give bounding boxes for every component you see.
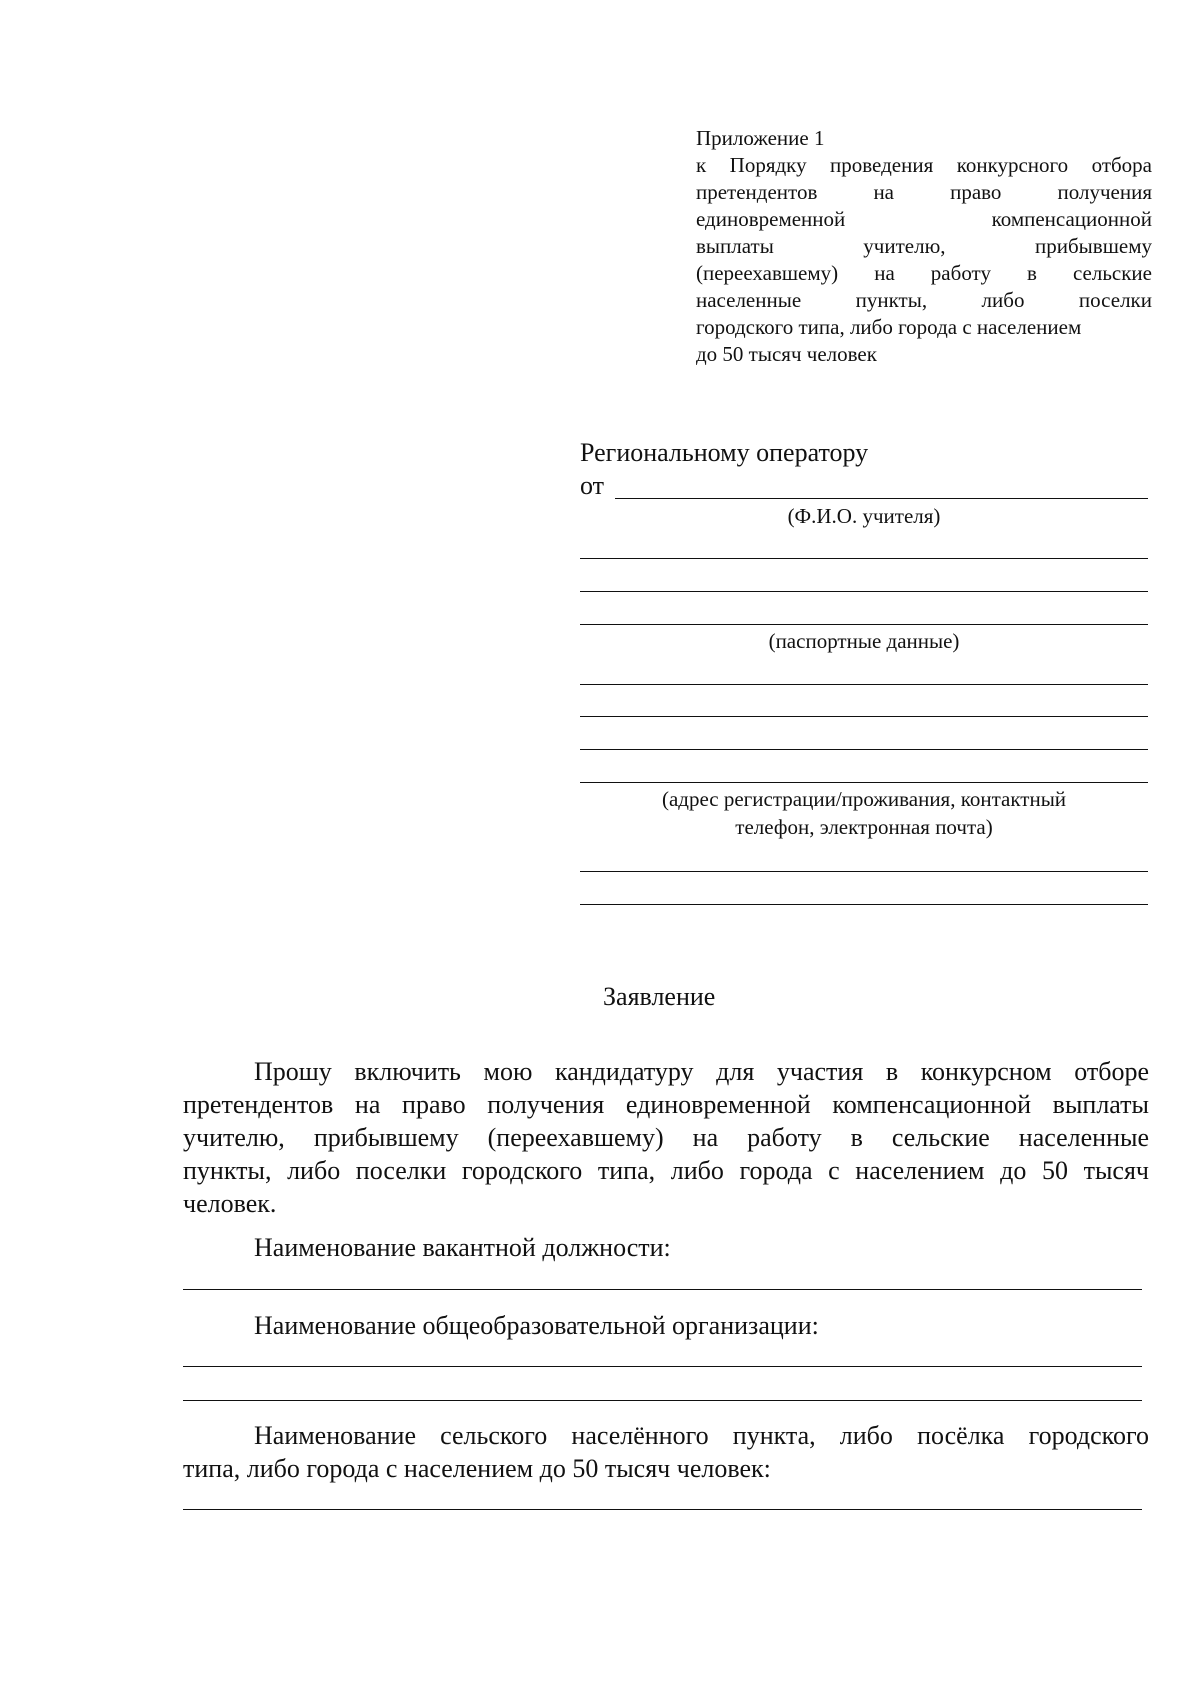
statement-body: [183, 1055, 1149, 1220]
appendix-line: единовременной компенсационной: [696, 207, 1152, 231]
settlement-field[interactable]: [183, 1509, 1142, 1510]
teacher-name-caption: (Ф.И.О. учителя): [787, 504, 941, 528]
settlement-label-line: Наименование сельского населённого пункта, либо посёлка городского: [254, 1421, 1149, 1450]
statement-title: Заявление: [603, 982, 716, 1011]
organization-field-line-1[interactable]: [183, 1366, 1142, 1367]
statement-body-line: учителю, прибывшему (переехавшему) на работу в сельские населенные: [183, 1123, 1149, 1152]
passport-caption: (паспортные данные): [768, 629, 960, 653]
appendix-line: (переехавшему) на работу в сельские: [696, 261, 1152, 285]
address-field-line-1[interactable]: [580, 684, 1148, 685]
appendix-line: выплаты учителю, прибывшему: [696, 234, 1152, 258]
appendix-line: к Порядку проведения конкурсного отбора: [696, 153, 1152, 177]
settlement-label: [183, 1419, 1149, 1485]
statement-body-line: пункты, либо поселки городского типа, либо города с населением до 50 тысяч: [183, 1156, 1149, 1185]
address-caption-line-1: (адрес регистрации/проживания, контактный: [661, 787, 1067, 811]
address-field-line-2[interactable]: [580, 716, 1148, 717]
statement-body-line: человек.: [183, 1189, 277, 1218]
appendix-block: [696, 125, 1152, 368]
statement-body-line: претендентов на право получения единовременной компенсационной выплаты: [183, 1090, 1149, 1119]
appendix-line: претендентов на право получения: [696, 180, 1152, 204]
addressee-title: Региональному оператору: [580, 438, 869, 467]
address-field-line-3[interactable]: [580, 749, 1148, 750]
vacancy-field[interactable]: [183, 1289, 1142, 1290]
appendix-line: населенные пункты, либо поселки: [696, 288, 1152, 312]
vacancy-label: Наименование вакантной должности:: [254, 1233, 671, 1262]
appendix-title: Приложение 1: [696, 126, 825, 150]
organization-label: Наименование общеобразовательной организации:: [254, 1311, 819, 1340]
passport-field-line-3[interactable]: [580, 624, 1148, 625]
contact-field-line-1[interactable]: [580, 871, 1148, 872]
teacher-name-field[interactable]: [615, 498, 1148, 499]
appendix-line: городского типа, либо города с населением: [696, 315, 1082, 339]
appendix-line: до 50 тысяч человек: [696, 342, 877, 366]
settlement-label-line: типа, либо города с населением до 50 тысяч человек:: [183, 1454, 771, 1483]
passport-field-line-1[interactable]: [580, 558, 1148, 559]
organization-field-line-2[interactable]: [183, 1400, 1142, 1401]
statement-body-line: Прошу включить мою кандидатуру для участия в конкурсном отборе: [254, 1057, 1149, 1086]
address-field-line-4[interactable]: [580, 782, 1148, 783]
from-label: от: [580, 471, 605, 500]
contact-field-line-2[interactable]: [580, 904, 1148, 905]
passport-field-line-2[interactable]: [580, 591, 1148, 592]
address-caption-line-2: телефон, электронная почта): [735, 815, 993, 839]
